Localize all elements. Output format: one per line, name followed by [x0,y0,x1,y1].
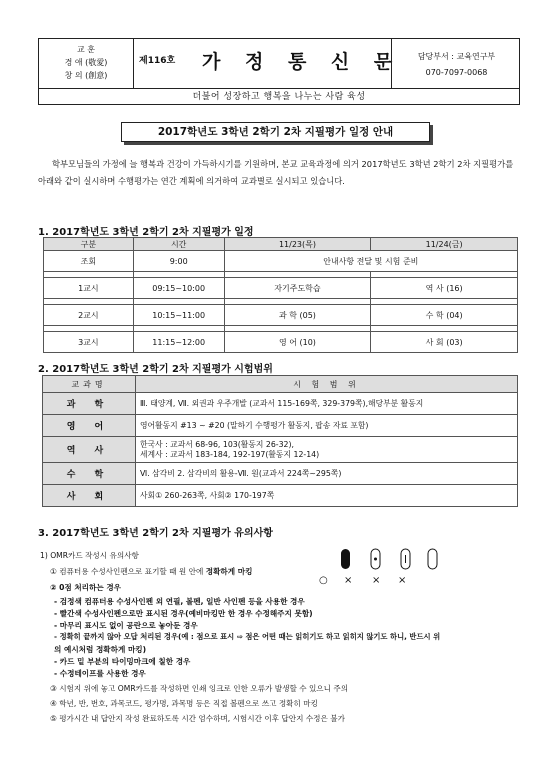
motto-line: 교 훈 [77,45,95,54]
subject-cell: 영 어 [43,415,136,437]
header-cell: 교과명 [43,376,136,393]
motto-line: 창 의 (創意) [64,71,108,80]
table-row [44,305,518,326]
scope-line: Ⅲ. 태양계, Ⅶ. 외권과 우주개발 (교과서 115-169쪽, 329-379쪽),해당부분 활동지 [140,398,424,408]
table-row [44,278,518,299]
homeroom-note: 안내사항 전달 및 시험 준비 [224,251,517,272]
homeroom-row [44,251,518,272]
list-item: - 수정테이프를 사용한 경우 [54,669,146,678]
day1-cell: 자기주도학습 [224,278,371,299]
time-cell: 9:00 [133,251,224,272]
table-row [43,437,518,463]
list-item: - 정확히 끝까지 않아 오답 처리된 경우(예 : 점으로 표시 ⇨ 점은 어떤 때는 읽히기도 하고 읽히지 않기도 하니, 반드시 위 [54,632,441,641]
wrong-mark-icon: × [372,575,381,586]
schedule-header-row [44,238,518,251]
list-item: ① 컴퓨터용 수성사인펜으로 표기할 때 원 안에 정확하게 마킹 [50,567,253,576]
scope-cell [136,485,518,507]
scope-cell [136,463,518,485]
list-item: ② 0점 처리하는 경우 [50,583,121,592]
section-3-title: 3. 2017학년도 3학년 2학기 2차 지필평가 유의사항 [38,528,273,539]
header-cell: 구분 [44,238,134,251]
period-cell: 3교시 [44,332,134,353]
section-2-title: 2. 2017학년도 3학년 2학기 2차 지필평가 시험범위 [38,364,273,375]
exam-scope-table [42,375,518,507]
scope-line: 세계사 : 교과서 183-184, 192-197(활동지 12-14) [140,449,320,459]
wrong-mark-icon: × [398,575,407,586]
header-cell: 11/23(목) [224,238,371,251]
list-item: - 마무리 표시도 없이 공란으로 놓아둔 경우 [54,621,198,630]
day2-cell: 수 학 (04) [371,305,518,326]
correct-mark-icon: ○ [319,575,328,586]
header-cell: 시 험 범 위 [136,376,518,393]
header-cell: 11/24(금) [371,238,518,251]
list-item: - 검정색 컴퓨터용 수성사인펜 외 연필, 볼펜, 일반 사인펜 등을 사용한 경우 [54,597,305,606]
subject-cell: 수 학 [43,463,136,485]
subject-cell: 역 사 [43,437,136,463]
list-item: - 빨간색 수성사인펜으로만 표시된 경우(예비마킹만 한 경우 수정해주지 못함) [54,609,313,618]
header-cell: 시간 [133,238,224,251]
table-row [44,332,518,353]
department-info [391,39,521,88]
scope-line: 영어활동지 #13 ~ #20 (말하기 수행평가 활동지, 팝송 자료 포함) [140,420,369,430]
filled-mark-icon [341,549,350,569]
school-slogan: 더불어 성장하고 행복을 나누는 사람 육성 [39,88,519,105]
day1-cell: 과 학 (05) [224,305,371,326]
newsletter-header [38,38,520,105]
newsletter-title: 가 정 통 신 문 [202,51,402,73]
list-item: ⑤ 평가시간 내 답안지 작성 완료하도록 시간 엄수하며, 시험시간 이후 답안지 수정은 불가 [50,714,345,723]
scope-cell [136,393,518,415]
page-title: 2017학년도 3학년 2학기 2차 지필평가 일정 안내 [121,122,430,142]
department-phone: 070-7097-0068 [425,68,488,77]
list-item: 의 예시처럼 정확하게 마킹) [54,645,147,654]
omr-title: 1) OMR카드 작성시 유의사항 [40,551,139,560]
scope-line: Ⅵ. 삼각비 2. 삼각비의 활용-Ⅶ. 원(교과서 224쪽~295쪽) [140,468,342,478]
scope-header-row [43,376,518,393]
list-item: ④ 학년, 반, 번호, 과목코드, 평가명, 과목명 등은 직접 볼펜으로 쓰고 정확히 마킹 [50,699,318,708]
period-cell: 1교시 [44,278,134,299]
empty-mark-icon [428,549,437,569]
subject-cell: 사 회 [43,485,136,507]
day1-cell: 영 어 (10) [224,332,371,353]
list-item: ③ 시험지 위에 놓고 OMR카드를 작성하면 인쇄 잉크로 인한 오류가 발생할 수 있으니 주의 [50,684,349,693]
period-cell: 조회 [44,251,134,272]
subject-cell: 과 학 [43,393,136,415]
day2-cell: 사 회 (03) [371,332,518,353]
department-name: 담당부서 : 교육연구부 [417,52,496,61]
motto-line: 경 애 (敬愛) [64,58,108,67]
scope-line: 사회① 260-263쪽, 사회② 170-197쪽 [140,490,275,500]
time-cell: 09:15~10:00 [133,278,224,299]
list-item: - 카드 밑 부분의 타이밍마크에 칠한 경우 [54,657,191,666]
table-row [43,485,518,507]
scope-cell [136,415,518,437]
omr-mark-examples [338,546,438,572]
wrong-mark-icon: × [344,575,353,586]
time-cell: 11:15~12:00 [133,332,224,353]
table-row [43,463,518,485]
period-cell: 2교시 [44,305,134,326]
intro-paragraph: 학부모님들의 가정에 늘 행복과 건강이 가득하시기를 기원하며, 본교 교육과정에 의거 2017학년도 3학년 2학기 2차 지필평가를 아래와 같이 실시하며 수행평가는 연간 계획에 의거하여 교과별로 실시되고 있습니다. [38,159,514,186]
section-1-title: 1. 2017학년도 3학년 2학기 2차 지필평가 일정 [38,227,254,238]
table-row [43,415,518,437]
school-motto [39,39,134,88]
time-cell: 10:15~11:00 [133,305,224,326]
schedule-table [43,237,518,353]
scope-cell [136,437,518,463]
issue-number: 제116호 [139,56,176,66]
day2-cell: 역 사 (16) [371,278,518,299]
table-row [43,393,518,415]
scope-line: 한국사 : 교과서 68-96, 103(활동지 26-32), [140,439,295,449]
